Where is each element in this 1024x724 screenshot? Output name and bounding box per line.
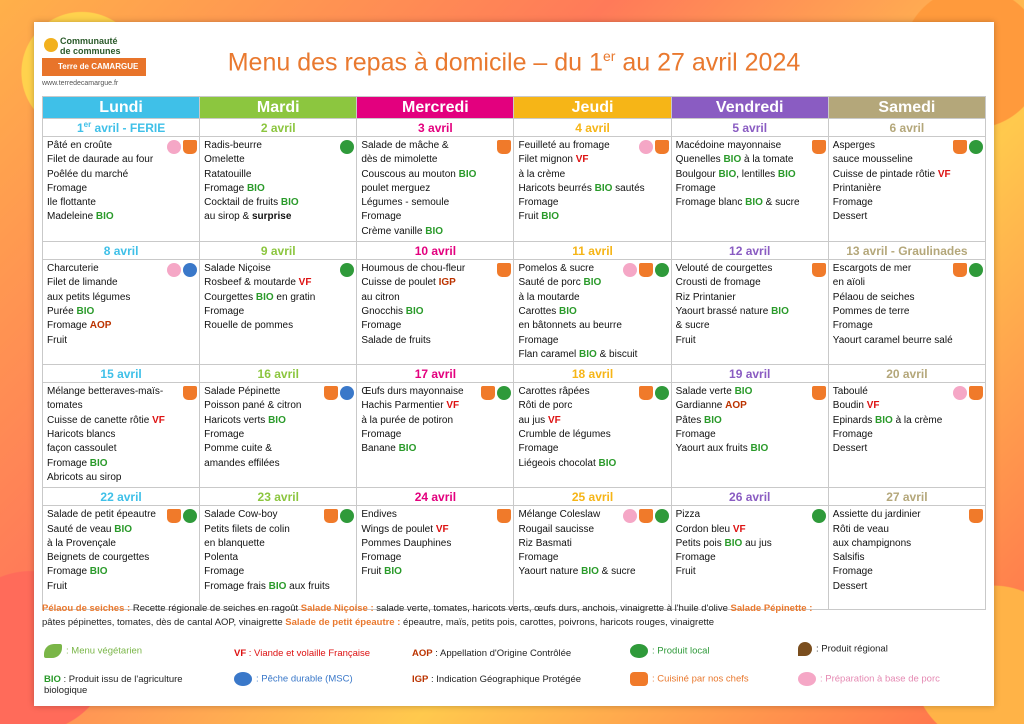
menu-item: Charcuterie: [47, 263, 99, 275]
menu-item: Quenelles BIO à la tomate: [675, 154, 794, 166]
logo-line2: de communes: [60, 46, 121, 56]
menu-item: Salade de petit épeautre: [47, 509, 156, 521]
date-lundi: 1er avril - FERIE: [43, 119, 200, 137]
chef-icon: [324, 386, 338, 400]
chef-icon: [812, 140, 826, 154]
menu-item: Poisson pané & citron: [204, 400, 302, 412]
date-mardi: 9 avril: [200, 242, 357, 260]
menu-item: Dessert: [832, 443, 868, 455]
menu-item: Macédoine mayonnaise: [675, 140, 782, 151]
menu-item: Gardianne AOP: [675, 400, 747, 412]
menu-item: Banane BIO: [361, 443, 417, 455]
date-mardi: 2 avril: [200, 119, 357, 137]
menu-cell: [357, 506, 514, 610]
menu-item: Fromage blanc BIO & sucre: [675, 197, 800, 209]
menu-cell: [43, 137, 200, 242]
chef-icon: [497, 509, 511, 523]
menu-item: Purée BIO: [47, 305, 95, 317]
menu-item: Abricots au sirop: [47, 471, 122, 483]
menu-item: Haricots beurrés BIO sautés: [518, 182, 645, 194]
menu-item: Polenta: [204, 552, 239, 564]
menu-cell: [671, 260, 828, 365]
menu-cell: [200, 137, 357, 242]
menu-item: Fruit BIO: [518, 211, 560, 223]
menu-item: Ile flottante: [47, 197, 96, 209]
menu-item: Yaourt aux fruits BIO: [675, 443, 769, 455]
menu-cell: [671, 506, 828, 610]
menu-item: Pomelos & sucre: [518, 263, 595, 275]
day-header-samedi: Samedi: [828, 97, 985, 119]
local-icon: [655, 386, 669, 400]
date-samedi: 20 avril: [828, 365, 985, 383]
date-vendredi: 5 avril: [671, 119, 828, 137]
menu-item: Omelette: [204, 154, 245, 166]
fish-icon: [234, 672, 252, 686]
local-icon: [655, 509, 669, 523]
menu-item: Dessert: [832, 211, 868, 223]
chef-icon: [639, 263, 653, 277]
menu-item: Fromage: [832, 566, 873, 578]
menu-item: Rôti de veau: [832, 523, 889, 535]
day-header-jeudi: Jeudi: [514, 97, 671, 119]
menu-sheet: [34, 22, 994, 706]
day-header-mercredi: Mercredi: [357, 97, 514, 119]
menu-item: Pomme cuite &: [204, 443, 272, 455]
menu-item: Asperges: [832, 140, 876, 151]
menu-item: Haricots verts BIO: [204, 414, 286, 426]
legend-porc: : Préparation à base de porc: [798, 672, 940, 686]
date-lundi: 15 avril: [43, 365, 200, 383]
date-samedi: 27 avril: [828, 488, 985, 506]
legend-chef: : Cuisiné par nos chefs: [630, 672, 749, 686]
menu-item: Yaourt brassé nature BIO: [675, 305, 789, 317]
menu-item: Salade de fruits: [361, 334, 431, 346]
day-header-lundi: Lundi: [43, 97, 200, 119]
chef-icon: [324, 509, 338, 523]
menu-item: façon cassoulet: [47, 443, 117, 455]
menu-item: Fromage: [832, 320, 873, 332]
date-lundi: 22 avril: [43, 488, 200, 506]
menu-item: Riz Basmati: [518, 537, 572, 549]
date-samedi: 13 avril - Graulinades: [828, 242, 985, 260]
menu-item: Houmous de chou-fleur: [361, 263, 466, 275]
menu-item: dès de mimolette: [361, 154, 438, 166]
menu-item: Œufs durs mayonnaise: [361, 386, 464, 398]
chef-icon: [953, 140, 967, 154]
menu-item: Taboulé: [832, 386, 868, 398]
menu-item: poulet merguez: [361, 182, 431, 194]
menu-item: Fromage: [675, 552, 716, 564]
menu-item: Assiette du jardinier: [832, 509, 921, 521]
page-title: Menu des repas à domicile – du 1er au 27 avril 2024: [227, 48, 801, 77]
logo-badge: Terre de CAMARGUE: [42, 58, 146, 76]
menu-item: Salsifis: [832, 552, 865, 564]
menu-item: Gnocchis BIO: [361, 305, 424, 317]
menu-item: Fromage: [361, 320, 402, 332]
menu-item: Petits filets de colin: [204, 523, 290, 535]
menu-cell: [514, 260, 671, 365]
menu-item: Pâté en croûte: [47, 140, 113, 151]
pig-icon: [167, 263, 181, 277]
chef-icon: [812, 386, 826, 400]
chef-icon: [655, 140, 669, 154]
legend-veg: : Menu végétarien: [44, 644, 142, 658]
date-vendredi: 12 avril: [671, 242, 828, 260]
menu-item: Fromage: [832, 197, 873, 209]
menu-item: Fromage: [518, 197, 559, 209]
chef-icon: [481, 386, 495, 400]
menu-item: Yaourt nature BIO & sucre: [518, 566, 636, 578]
menu-item: Crumble de légumes: [518, 429, 611, 441]
menu-item: Fromage: [204, 566, 245, 578]
menu-cell: [200, 260, 357, 365]
menu-item: Filet de limande: [47, 277, 118, 289]
menu-item: Fruit: [47, 334, 67, 346]
menu-item: en bâtonnets au beurre: [518, 320, 622, 332]
menu-item: Fromage: [47, 182, 88, 194]
fish-icon: [340, 386, 354, 400]
menu-item: Fromage: [361, 211, 402, 223]
pin-icon: [798, 642, 812, 656]
date-jeudi: 4 avril: [514, 119, 671, 137]
menu-cell: [43, 506, 200, 610]
menu-item: Carottes BIO: [518, 305, 577, 317]
menu-item: Rougail saucisse: [518, 523, 595, 535]
menu-cell: [828, 383, 985, 488]
menu-item: Pommes Dauphines: [361, 537, 452, 549]
chef-icon: [953, 263, 967, 277]
chef-icon: [969, 509, 983, 523]
menu-item: Hachis Parmentier VF: [361, 400, 460, 412]
chef-icon: [497, 140, 511, 154]
legend-bio: BIO : Produit issu de l'agriculture biologique: [44, 674, 183, 696]
day-header-mardi: Mardi: [200, 97, 357, 119]
menu-cell: [357, 383, 514, 488]
menu-cell: [828, 506, 985, 610]
menu-item: au jus VF: [518, 414, 561, 426]
menu-item: Pâtes BIO: [675, 414, 722, 426]
menu-item: Rosbeef & moutarde VF: [204, 277, 312, 289]
date-mercredi: 24 avril: [357, 488, 514, 506]
menu-cell: [828, 260, 985, 365]
menu-item: Fromage: [675, 182, 716, 194]
menu-item: Dessert: [832, 580, 868, 592]
menu-cell: [671, 383, 828, 488]
menu-item: Fruit BIO: [361, 566, 402, 578]
menu-item: Fruit: [47, 580, 67, 592]
menu-cell: [514, 383, 671, 488]
menu-cell: [357, 260, 514, 365]
menu-item: Wings de poulet VF: [361, 523, 449, 535]
menu-item: Fromage: [518, 443, 559, 455]
pig-icon: [167, 140, 181, 154]
menu-item: Petits pois BIO au jus: [675, 537, 772, 549]
date-vendredi: 19 avril: [671, 365, 828, 383]
leaf-icon: [44, 644, 62, 658]
local-icon: [183, 509, 197, 523]
menu-item: Epinards BIO à la crème: [832, 414, 943, 426]
menu-item: au sirop & surprise: [204, 211, 292, 223]
menu-item: à la crème: [518, 168, 566, 180]
menu-item: Rôti de porc: [518, 400, 573, 412]
chef-icon: [497, 263, 511, 277]
menu-item: Fromage: [518, 552, 559, 564]
logo-url: www.terredecamargue.fr: [42, 80, 119, 87]
menu-item: Sauté de porc BIO: [518, 277, 602, 289]
menu-item: Crousti de fromage: [675, 277, 761, 289]
chef-icon: [639, 509, 653, 523]
menu-item: en aïoli: [832, 277, 866, 289]
legend-regional: : Produit régional: [798, 642, 888, 656]
menu-item: Escargots de mer: [832, 263, 912, 275]
menu-cell: [357, 137, 514, 242]
menu-item: Salade Niçoise: [204, 263, 271, 275]
menu-item: Rouelle de pommes: [204, 320, 294, 332]
legend-msc: : Pêche durable (MSC): [234, 672, 353, 686]
date-jeudi: 25 avril: [514, 488, 671, 506]
menu-cell: [671, 137, 828, 242]
menu-cell: [43, 383, 200, 488]
menu-item: Feuilleté au fromage: [518, 140, 610, 151]
legend-igp: IGP : Indication Géographique Protégée: [412, 674, 582, 685]
local-icon: [497, 386, 511, 400]
menu-item: Yaourt caramel beurre salé: [832, 334, 953, 346]
menu-item: Fromage frais BIO aux fruits: [204, 580, 330, 592]
menu-item: Salade verte BIO: [675, 386, 753, 398]
date-mardi: 16 avril: [200, 365, 357, 383]
menu-item: Filet de daurade au four: [47, 154, 154, 166]
menu-item: Filet mignon VF: [518, 154, 589, 166]
menu-item: Fromage AOP: [47, 320, 112, 332]
menu-cell: [43, 260, 200, 365]
pig-icon: [798, 672, 816, 686]
menu-item: Flan caramel BIO & biscuit: [518, 348, 638, 360]
menu-cell: [514, 506, 671, 610]
chef-icon: [183, 386, 197, 400]
menu-item: Boulgour BIO, lentilles BIO: [675, 168, 796, 180]
menu-item: Liégeois chocolat BIO: [518, 457, 617, 469]
menu-item: & sucre: [675, 320, 710, 332]
menu-item: Endives: [361, 509, 397, 521]
menu-item: à la moutarde: [518, 291, 580, 303]
menu-item: à la purée de potiron: [361, 414, 454, 426]
local-icon: [969, 140, 983, 154]
logo-line1: Communauté: [60, 36, 118, 46]
menu-item: Haricots blancs: [47, 429, 116, 441]
menu-item: Mélange Coleslaw: [518, 509, 601, 521]
menu-item: Fromage: [518, 334, 559, 346]
menu-item: Fromage BIO: [204, 182, 265, 194]
local-icon: [340, 140, 354, 154]
menu-item: Fromage: [361, 429, 402, 441]
menu-item: Cuisse de pintade rôtie VF: [832, 168, 951, 180]
menu-item: Fromage BIO: [47, 566, 108, 578]
chef-icon: [183, 140, 197, 154]
menu-cell: [200, 383, 357, 488]
menu-item: Fromage: [361, 552, 402, 564]
menu-item: Fruit: [675, 566, 696, 578]
menu-item: aux champignons: [832, 537, 912, 549]
menu-item: Radis-beurre: [204, 140, 262, 151]
menu-item: amandes effilées: [204, 457, 280, 469]
menu-item: sauce mousseline: [832, 154, 913, 166]
menu-item: aux petits légumes: [47, 291, 131, 303]
menu-item: Beignets de courgettes: [47, 552, 150, 564]
menu-item: Crème vanille BIO: [361, 225, 444, 237]
legend-local: : Produit local: [630, 644, 710, 658]
menu-item: Salade Pépinette: [204, 386, 281, 398]
menu-item: Fromage: [832, 429, 873, 441]
fish-icon: [183, 263, 197, 277]
local-icon: [812, 509, 826, 523]
chef-icon: [167, 509, 181, 523]
menu-cell: [200, 506, 357, 610]
local-icon: [655, 263, 669, 277]
date-lundi: 8 avril: [43, 242, 200, 260]
menu-item: Pélaou de seiches: [832, 291, 915, 303]
menu-item: Fromage: [675, 429, 716, 441]
menu-item: Velouté de courgettes: [675, 263, 773, 275]
date-jeudi: 18 avril: [514, 365, 671, 383]
day-header-vendredi: Vendredi: [671, 97, 828, 119]
menu-item: Ratatouille: [204, 168, 252, 180]
date-mercredi: 10 avril: [357, 242, 514, 260]
pig-icon: [623, 263, 637, 277]
legend-vf: VF : Viande et volaille Française: [234, 648, 371, 659]
pig-icon: [953, 386, 967, 400]
chef-icon: [969, 386, 983, 400]
date-jeudi: 11 avril: [514, 242, 671, 260]
date-mercredi: 17 avril: [357, 365, 514, 383]
menu-item: Cocktail de fruits BIO: [204, 197, 299, 209]
menu-item: à la Provençale: [47, 537, 116, 549]
pig-icon: [623, 509, 637, 523]
chef-icon: [812, 263, 826, 277]
menu-item: Cuisse de poulet IGP: [361, 277, 456, 289]
chef-icon: [630, 672, 648, 686]
date-mercredi: 3 avril: [357, 119, 514, 137]
menu-item: au citron: [361, 291, 400, 303]
local-icon: [340, 263, 354, 277]
menu-item: Cordon bleu VF: [675, 523, 746, 535]
date-mardi: 23 avril: [200, 488, 357, 506]
notes: Pélaou de seiches : Recette régionale de seiches en ragoût Salade Niçoise : salade verte, tomates, haricots verts, œufs durs, anchois, vinaigrette à l'huile d'olive Salade Pépinette : pâtes pépinettes, tomates, dès de cantal AOP, vinaigrette Salade de petit épeautre : épeautre, maïs, petits pois, carottes, poivrons, haricots rouges, vinaigrette: [42, 603, 813, 628]
menu-item: en blanquette: [204, 537, 265, 549]
menu-item: Salade Cow-boy: [204, 509, 278, 521]
menu-item: Sauté de veau BIO: [47, 523, 133, 535]
menu-item: Salade de mâche &: [361, 140, 449, 151]
menu-item: Fromage BIO: [47, 457, 108, 469]
menu-item: Printanière: [832, 182, 882, 194]
menu-item: tomates: [47, 400, 83, 412]
chef-icon: [639, 386, 653, 400]
menu-item: Riz Printanier: [675, 291, 736, 303]
menu-item: Boudin VF: [832, 400, 880, 412]
menu-item: Fromage: [204, 429, 245, 441]
menu-item: Carottes râpées: [518, 386, 590, 398]
menu-item: Madeleine BIO: [47, 211, 114, 223]
menu-item: Couscous au mouton BIO: [361, 168, 477, 180]
basket-icon: [630, 644, 648, 658]
menu-item: Mélange betteraves-maïs-: [47, 386, 164, 398]
pig-icon: [639, 140, 653, 154]
menu-cell: [828, 137, 985, 242]
menu-item: Poêlée du marché: [47, 168, 129, 180]
menu-cell: [514, 137, 671, 242]
local-icon: [340, 509, 354, 523]
menu-item: Courgettes BIO en gratin: [204, 291, 316, 303]
menu-item: Légumes - semoule: [361, 197, 450, 209]
date-vendredi: 26 avril: [671, 488, 828, 506]
menu-table: [42, 96, 986, 610]
menu-item: Fromage: [204, 305, 245, 317]
legend-aop: AOP : Appellation d'Origine Contrôlée: [412, 648, 572, 659]
local-icon: [969, 263, 983, 277]
menu-item: Cuisse de canette rôtie VF: [47, 414, 165, 426]
menu-item: Fruit: [675, 334, 696, 346]
menu-item: Pizza: [675, 509, 701, 521]
date-samedi: 6 avril: [828, 119, 985, 137]
menu-item: Pommes de terre: [832, 305, 910, 317]
